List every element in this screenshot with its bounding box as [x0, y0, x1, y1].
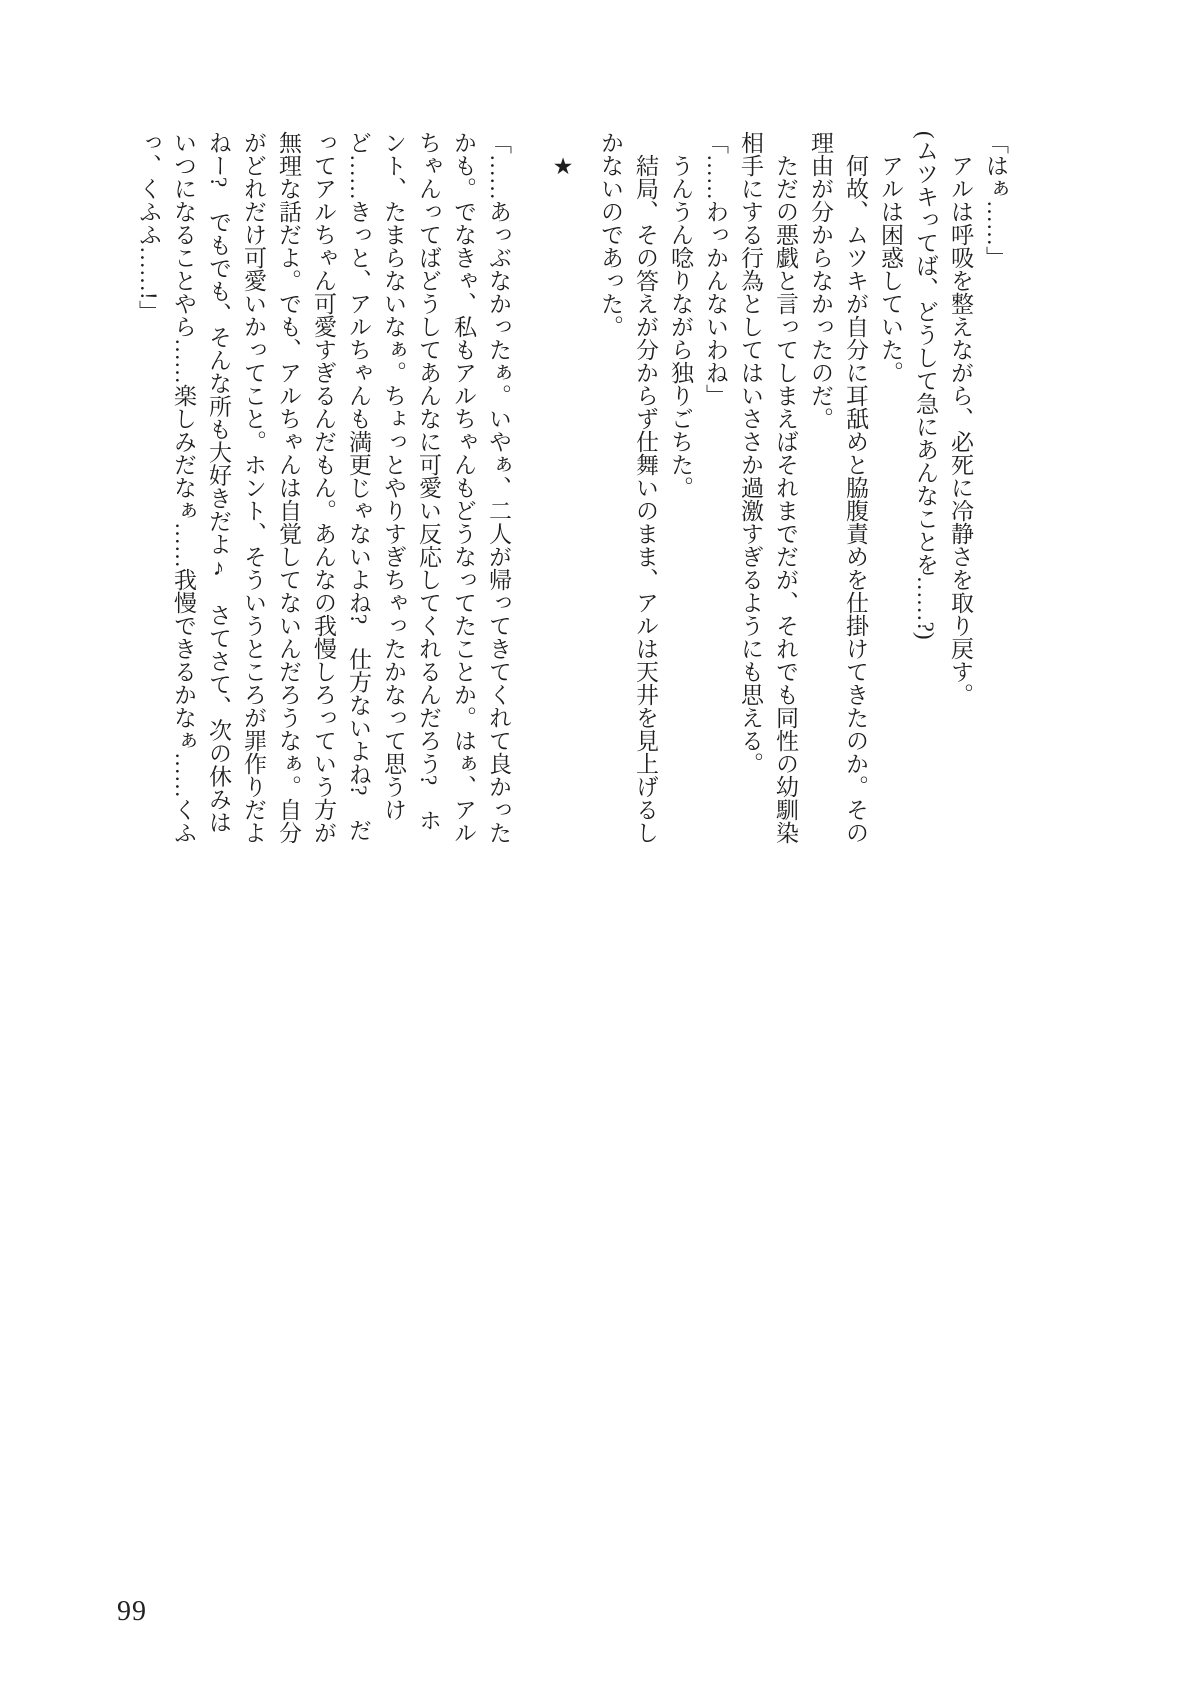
dialogue-wakkannai: 「……わっかんないわね」 [703, 131, 728, 407]
narration-reason-unknown: 何故、ムツキが自分に耳舐めと脇腹責めを仕掛けてきたのか。その理由が分からなかったのだ。 [808, 131, 868, 844]
narration-groaning: うんうん唸りながら独りごちた。 [668, 154, 693, 499]
narration-confusion: アルは困惑していた。 [878, 154, 903, 384]
inner-thought-parenthetical: (ムツキってば、どうして急にあんなことを……?) [913, 131, 938, 640]
narration-conclusion: 結局、その答えが分からず仕舞いのまま、アルは天井を見上げるしかないのであった。 [598, 131, 658, 844]
vertical-text-block [131, 131, 1013, 845]
section-divider-star-icon: ★ [551, 154, 576, 180]
narration-prank-excessive: ただの悪戯と言ってしまえばそれまでだが、それでも同性の幼馴染相手にする行為としてはいささか過激すぎるようにも思える。 [738, 131, 798, 844]
page-number: 99 [117, 1596, 147, 1627]
dialogue-sigh: 「はぁ……」 [983, 131, 1008, 269]
narration-breathing: アルは呼吸を整えながら、必死に冷静さを取り戻す。 [948, 154, 973, 706]
dialogue-mutsuki-monologue: 「……あっぶなかったぁ。いやぁ、二人が帰ってきてくれて良かったかも。でなきゃ、私もアルちゃんもどうなってたことか。はぁ、アルちゃんってばどうしてあんなに可愛い反応してくれるんだろう? ホント、たまらないなぁ。ちょっとやりすぎちゃったかなって思うけど……きっと、アルちゃんも満更じゃないよね? 仕方ないよね? だってアルちゃん可愛すぎるんだもん。あんなの我慢しろっていう方が無理な話だよ。でも、アルちゃんは自覚してないんだろうなぁ。自分がどれだけ可愛いかってこと。ホント、そういうところが罪作りだよねー? でもでも、そんな所も大好きだよ♪ さてさて、次の休みはいつになることやら……楽しみだなぁ……我慢できるかなぁ……くふっ、くふふ……!」 [136, 131, 511, 844]
